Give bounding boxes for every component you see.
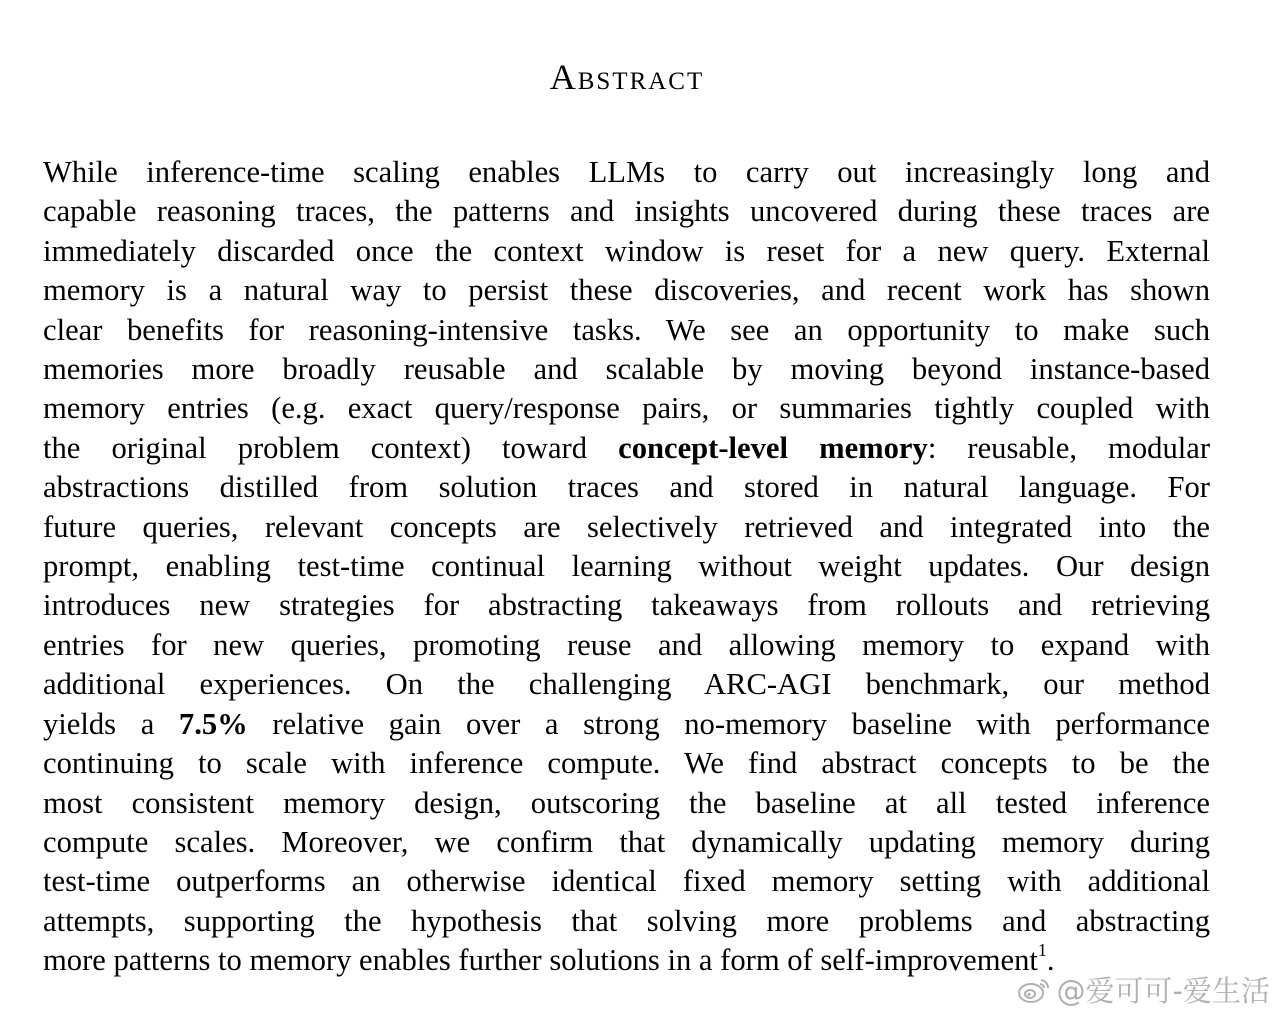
abstract-line: memory entries (e.g. exact query/response pairs, or summaries tightly coupled with <box>43 391 1210 426</box>
abstract-line: introduces new strategies for abstracting takeaways from rollouts and retrieving <box>43 588 1210 623</box>
abstract-line: future queries, relevant concepts are selectively retrieved and integrated into the <box>43 509 1210 544</box>
abstract-line: continuing to scale with inference compute. We find abstract concepts to be the <box>43 746 1210 781</box>
line-text: : reusable, modular <box>927 430 1211 465</box>
concept-level-memory-term: concept-level memory <box>618 430 928 465</box>
relative-gain-value: 7.5% <box>178 706 248 741</box>
abstract-line: entries for new queries, promoting reuse and allowing memory to expand with <box>43 627 1210 662</box>
line-text: relative gain over a strong no-memory baseline with performance <box>247 706 1210 741</box>
abstract-line: compute scales. Moreover, we confirm that dynamically updating memory during <box>43 824 1210 859</box>
abstract-line <box>43 705 1210 744</box>
abstract-line: memory is a natural way to persist these discoveries, and recent work has shown <box>43 273 1210 308</box>
watermark <box>1017 969 1270 1010</box>
line-text: yields a <box>43 706 179 741</box>
abstract-line: test-time outperforms an otherwise identical fixed memory setting with additional <box>43 864 1210 899</box>
abstract-line: clear benefits for reasoning-intensive tasks. We see an opportunity to make such <box>43 312 1210 347</box>
abstract-line: most consistent memory design, outscoring the baseline at all tested inference <box>43 785 1210 820</box>
abstract-line: abstractions distilled from solution traces and stored in natural language. For <box>43 470 1210 505</box>
abstract-line: While inference-time scaling enables LLMs to carry out increasingly long and <box>43 155 1210 189</box>
abstract-line: attempts, supporting the hypothesis that solving more problems and abstracting <box>43 903 1210 938</box>
abstract-heading: Abstract <box>549 57 705 97</box>
abstract-line: memories more broadly reusable and scalable by moving beyond instance-based <box>43 352 1210 387</box>
line-text: . <box>1046 943 1055 978</box>
abstract-line: immediately discarded once the context window is reset for a new query. External <box>43 233 1210 268</box>
weibo-icon <box>1017 976 1051 1004</box>
abstract-line: capable reasoning traces, the patterns and insights uncovered during these traces are <box>43 194 1210 229</box>
abstract-line: prompt, enabling test-time continual learning without weight updates. Our design <box>43 549 1210 584</box>
abstract-line: additional experiences. On the challenging ARC-AGI benchmark, our method <box>43 667 1210 702</box>
abstract-line <box>43 429 1210 468</box>
abstract-body <box>43 153 1210 981</box>
line-text: more patterns to memory enables further solutions in a form of self-improvement <box>43 943 1038 978</box>
line-text: the original problem context) toward <box>43 430 619 465</box>
watermark-text: @爱可可-爱生活 <box>1056 974 1270 1008</box>
footnote-marker[interactable]: 1 <box>1037 940 1047 961</box>
